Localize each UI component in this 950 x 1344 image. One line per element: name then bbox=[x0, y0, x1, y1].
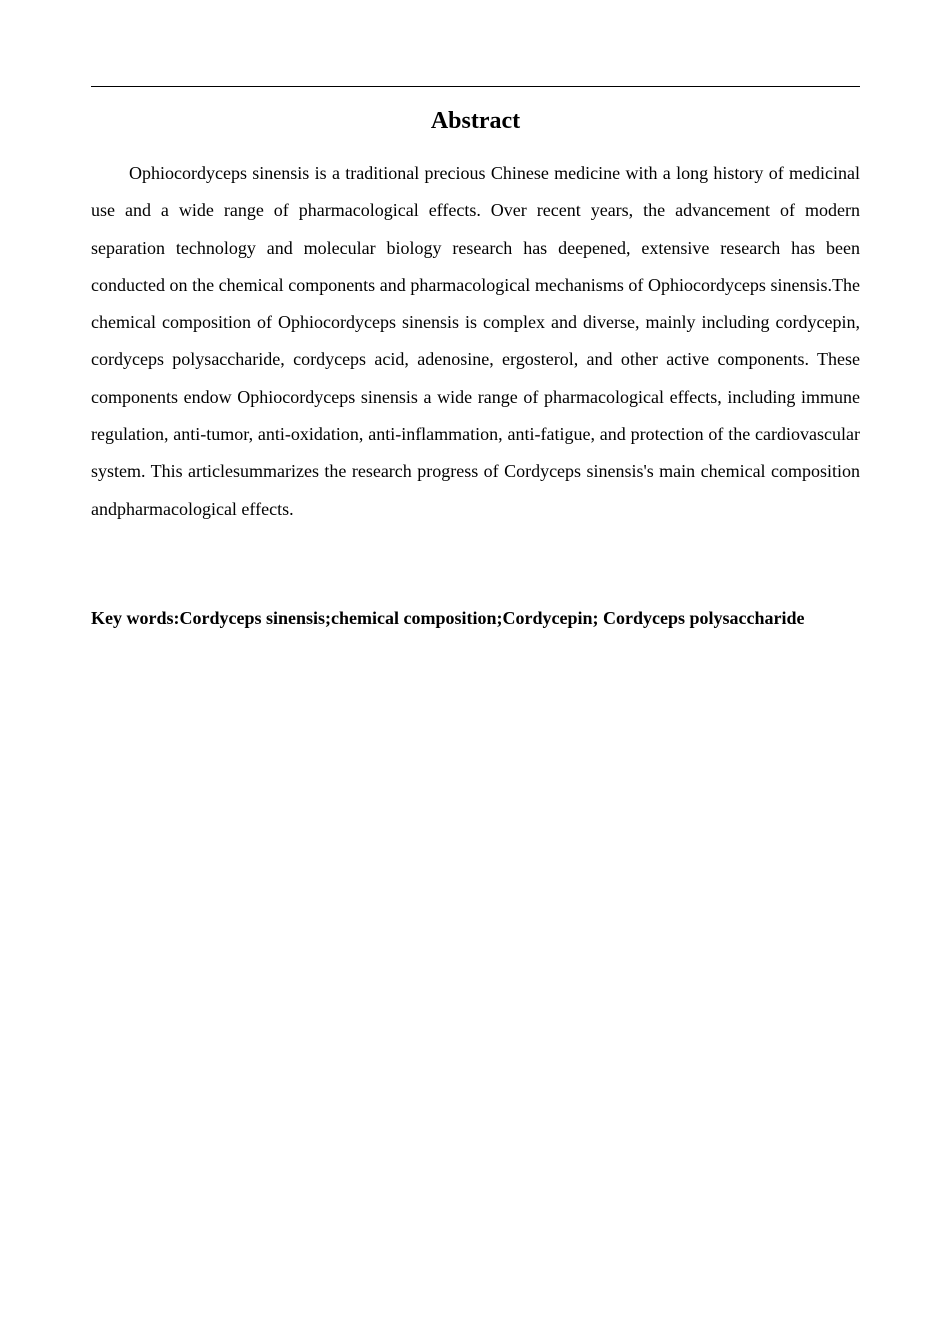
abstract-paragraph: Ophiocordyceps sinensis is a traditional precious Chinese medicine with a long history of medicinal use and a wide range of pharmacological effects. Over recent years, the advancement of modern separation technology and molecular biology research has deepened, extensive research has been conducted on the chemical components and pharmacological mechanisms of Ophiocordyceps sinensis.The chemical composition of Ophiocordyceps sinensis is complex and diverse, mainly including cordycepin, cordyceps polysaccharide, cordyceps acid, adenosine, ergosterol, and other active components. These components endow Ophiocordyceps sinensis a wide range of pharmacological effects, including immune regulation, anti-tumor, anti-oxidation, anti-inflammation, anti-fatigue, and protection of the cardiovascular system. This articlesummarizes the research progress of Cordyceps sinensis's main chemical composition andpharmacological effects. bbox=[91, 163, 860, 519]
abstract-title: Abstract bbox=[430, 108, 521, 134]
header-rule bbox=[91, 86, 860, 87]
keywords-line: Key words:Cordyceps sinensis;chemical composition;Cordycepin; Cordyceps polysaccharide bbox=[91, 608, 805, 628]
